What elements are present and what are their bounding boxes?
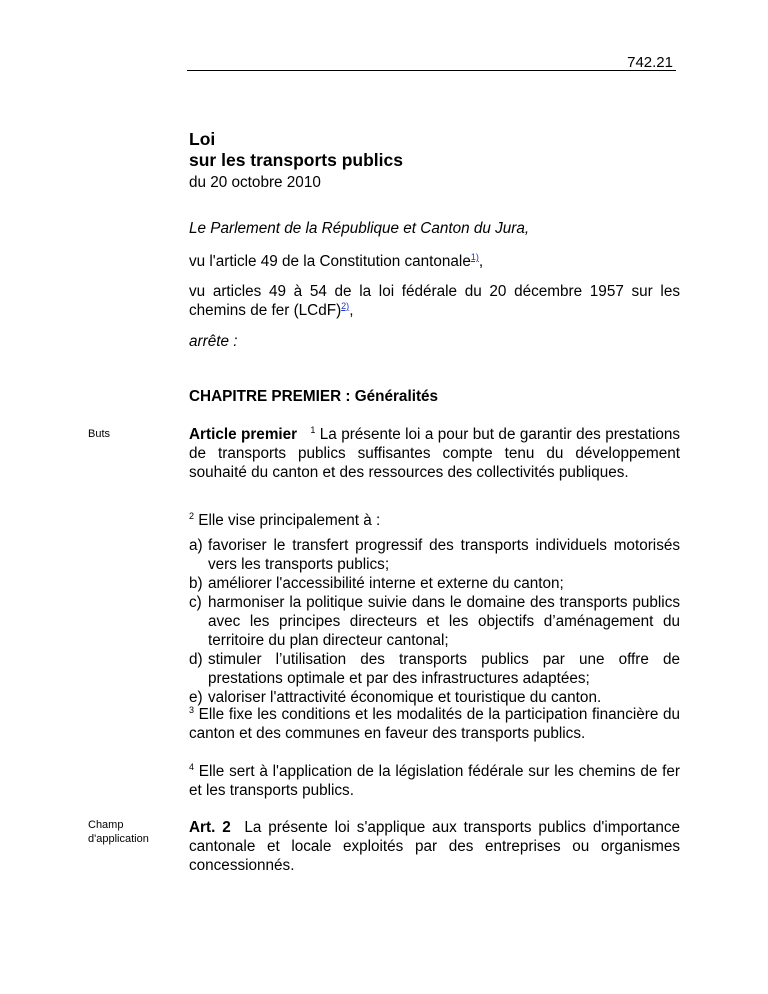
preamble-vu-constitution — [189, 252, 680, 271]
preamble-parliament: Le Parlement de la République et Canton du Jura, — [189, 220, 530, 237]
article-2-text: La présente loi s'applique aux transports publics d'importance cantonale et locale exploités par des entreprises ou organismes concessionnés. — [189, 819, 680, 874]
header-rule — [187, 70, 676, 71]
article-1-alinea-4 — [189, 762, 680, 800]
vu2-text: vu articles 49 à 54 de la loi fédérale du 20 décembre 1957 sur les chemins de fer (LCdF) — [189, 283, 680, 319]
alinea-4-number: 4 — [189, 762, 195, 772]
chapter-heading: CHAPITRE PREMIER : Généralités — [189, 388, 439, 405]
article-2 — [189, 818, 680, 875]
alinea-1-number: 1 — [310, 425, 316, 435]
law-title — [189, 129, 403, 171]
article-1-list — [189, 536, 680, 707]
list-item: a) favoriser le transfert progressif des transports individuels motorisés vers les transports publics; — [189, 537, 680, 573]
footnote-link-1[interactable]: 1) — [470, 252, 479, 262]
alinea-2-text: Elle vise principalement à : — [198, 512, 381, 529]
document-number: 742.21 — [627, 54, 673, 71]
article-1-heading: Article premier — [189, 426, 298, 443]
article-1-alinea-2 — [189, 511, 680, 530]
alinea-4-text: Elle sert à l'application de la législation fédérale sur les chemins de fer et les transports publics. — [189, 763, 680, 799]
alinea-3-number: 3 — [189, 705, 195, 715]
alinea-2-number: 2 — [189, 511, 195, 521]
vu1-end: , — [478, 253, 484, 270]
footnote-link-2[interactable]: 2) — [341, 301, 350, 311]
article-2-heading: Art. 2 — [189, 819, 231, 836]
vu2-end: , — [349, 302, 354, 319]
alinea-3-text: Elle fixe les conditions et les modalités de la participation financière du canton et des communes en faveur des transports publics. — [189, 706, 681, 742]
vu1-text: vu l'article 49 de la Constitution cantonale — [189, 253, 471, 270]
margin-note-champ-application: Champ d'application — [88, 819, 149, 845]
preamble-arrete: arrête : — [189, 333, 238, 350]
title-line-1: Loi — [189, 129, 216, 149]
law-date: du 20 octobre 2010 — [189, 174, 321, 191]
list-item: c) harmoniser la politique suivie dans le domaine des transports publics avec les principes directeurs et les objectifs d’aménagement du territoire du plan directeur cantonal; — [189, 594, 680, 649]
list-item: e) valoriser l'attractivité économique et touristique du canton. — [189, 689, 602, 706]
margin-note-buts: Buts — [88, 428, 111, 440]
article-1-alinea-3 — [189, 705, 680, 743]
title-line-2: sur les transports publics — [189, 150, 403, 170]
list-item: b) améliorer l'accessibilité interne et externe du canton; — [189, 575, 564, 592]
alinea-1-text: La présente loi a pour but de garantir des prestations de transports publics suffisantes compte tenu du développement souhaité du canton et des ressources des collectivités publiques. — [189, 426, 681, 481]
preamble-vu-federal-law — [189, 282, 680, 320]
list-item: d) stimuler l’utilisation des transports publics par une offre de prestations optimale et par des infrastructures adaptées; — [189, 651, 680, 687]
article-1-alinea-1 — [189, 425, 680, 482]
